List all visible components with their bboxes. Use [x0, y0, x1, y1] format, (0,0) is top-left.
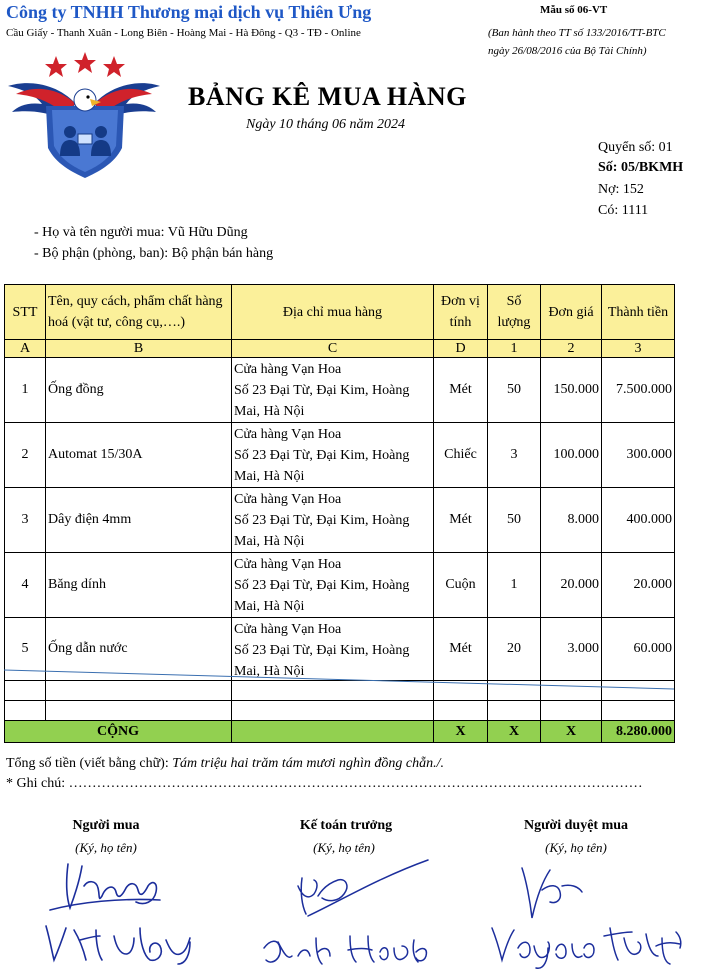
address-street: Số 23 Đại Từ, Đại Kim, Hoàng	[234, 448, 410, 463]
column-code: A	[5, 340, 46, 358]
header-price: Đơn giá	[541, 285, 602, 340]
address-shop: Cửa hàng Vạn Hoa	[234, 557, 342, 572]
address-shop: Cửa hàng Vạn Hoa	[234, 492, 342, 507]
signer-hint-approver: (Ký, họ tên)	[545, 840, 607, 855]
row-stt: 2	[5, 423, 46, 488]
row-price: 3.000	[541, 618, 602, 681]
row-item-name: Ống dẫn nước	[46, 618, 232, 681]
signer-title-accountant: Kế toán trưởng	[299, 818, 393, 833]
row-amount: 60.000	[602, 618, 675, 681]
column-code: 1	[488, 340, 541, 358]
header-address: Địa chỉ mua hàng	[232, 285, 434, 340]
buyer-name: - Họ và tên người mua: Vũ Hữu Dũng	[34, 225, 248, 240]
row-unit: Chiếc	[434, 423, 488, 488]
form-number: Mẫu số 06-VT	[540, 4, 608, 16]
blank-cell	[541, 701, 602, 721]
total-label: CỘNG	[5, 721, 232, 743]
row-address	[232, 423, 434, 488]
total-amount: 8.280.000	[602, 721, 675, 743]
blank-cell	[232, 701, 434, 721]
approver-signature-image	[486, 856, 686, 970]
table-row	[5, 358, 675, 423]
blank-cell	[5, 701, 46, 721]
row-quantity: 1	[488, 553, 541, 618]
signer-title-buyer: Người mua	[72, 818, 140, 833]
row-item-name: Băng dính	[46, 553, 232, 618]
row-quantity: 20	[488, 618, 541, 681]
document-number: Số: 05/BKMH	[598, 160, 684, 175]
column-code: B	[46, 340, 232, 358]
total-unit-x: X	[434, 721, 488, 743]
row-amount: 300.000	[602, 423, 675, 488]
row-price: 8.000	[541, 488, 602, 553]
blank-cell	[46, 701, 232, 721]
row-price: 20.000	[541, 553, 602, 618]
amount-in-words-value: Tám triệu hai trăm tám mươi nghìn đồng chẵn./.	[172, 756, 444, 771]
row-item-name: Ống đồng	[46, 358, 232, 423]
blank-row	[5, 701, 675, 721]
row-unit: Mét	[434, 358, 488, 423]
note-line: * Ghi chú: ……………………………………………………………………………………………………………	[6, 776, 643, 791]
row-price: 150.000	[541, 358, 602, 423]
address-shop: Cửa hàng Vạn Hoa	[234, 362, 342, 377]
total-address-cell	[232, 721, 434, 743]
document-title: BẢNG KÊ MUA HÀNG	[188, 82, 467, 111]
column-code: 2	[541, 340, 602, 358]
issued-note-line2: ngày 26/08/2016 của Bộ Tài Chính)	[488, 45, 647, 57]
signer-hint-buyer: (Ký, họ tên)	[75, 840, 137, 855]
header-stt: STT	[5, 285, 46, 340]
column-code: D	[434, 340, 488, 358]
branch-list: Cầu Giấy - Thanh Xuân - Long Biên - Hoàng Mai - Hà Đông - Q3 - TĐ - Online	[6, 27, 361, 39]
header-item-name: Tên, quy cách, phẩm chất hàng hoá (vật tư, công cụ,….)	[46, 285, 232, 340]
blank-cell	[602, 701, 675, 721]
column-code-row	[5, 340, 675, 358]
blank-cell	[488, 701, 541, 721]
blank-cell	[434, 701, 488, 721]
row-unit: Mét	[434, 618, 488, 681]
row-price: 100.000	[541, 423, 602, 488]
row-address	[232, 553, 434, 618]
address-shop: Cửa hàng Vạn Hoa	[234, 427, 342, 442]
row-stt: 5	[5, 618, 46, 681]
row-stt: 4	[5, 553, 46, 618]
address-shop: Cửa hàng Vạn Hoa	[234, 622, 342, 637]
row-amount: 7.500.000	[602, 358, 675, 423]
row-quantity: 3	[488, 423, 541, 488]
row-item-name: Dây điện 4mm	[46, 488, 232, 553]
address-street: Số 23 Đại Từ, Đại Kim, Hoàng	[234, 513, 410, 528]
address-city: Mai, Hà Nội	[234, 469, 305, 484]
table-row	[5, 553, 675, 618]
issued-note-line1: (Ban hành theo TT số 133/2016/TT-BTC	[488, 27, 666, 39]
row-address	[232, 358, 434, 423]
row-unit: Cuộn	[434, 553, 488, 618]
header-amount: Thành tiền	[602, 285, 675, 340]
total-row	[5, 721, 675, 743]
credit-account: Có: 1111	[598, 203, 649, 218]
row-quantity: 50	[488, 358, 541, 423]
address-city: Mai, Hà Nội	[234, 664, 305, 677]
table-row	[5, 488, 675, 553]
amount-in-words	[6, 756, 444, 772]
table-header-row	[5, 285, 675, 340]
row-address	[232, 488, 434, 553]
row-amount: 400.000	[602, 488, 675, 553]
debit-account: Nợ: 152	[598, 182, 644, 197]
address-street: Số 23 Đại Từ, Đại Kim, Hoàng	[234, 383, 410, 398]
row-stt: 1	[5, 358, 46, 423]
total-qty-x: X	[488, 721, 541, 743]
header-quantity: Số lượng	[488, 285, 541, 340]
address-city: Mai, Hà Nội	[234, 534, 305, 549]
signer-title-approver: Người duyệt mua	[523, 818, 629, 833]
document-date: Ngày 10 tháng 06 năm 2024	[246, 117, 406, 132]
eagle-shield-logo-icon	[6, 52, 160, 178]
amount-in-words-label: Tổng số tiền (viết bằng chữ):	[6, 756, 173, 771]
row-item-name: Automat 15/30A	[46, 423, 232, 488]
blank-rows-strike-line	[4, 668, 674, 690]
address-street: Số 23 Đại Từ, Đại Kim, Hoàng	[234, 578, 410, 593]
buyer-department: - Bộ phận (phòng, ban): Bộ phận bán hàng	[34, 246, 274, 261]
row-stt: 3	[5, 488, 46, 553]
address-city: Mai, Hà Nội	[234, 404, 305, 419]
total-price-x: X	[541, 721, 602, 743]
buyer-signature-image	[40, 856, 200, 966]
book-number: Quyển số: 01	[598, 140, 673, 155]
signer-hint-accountant: (Ký, họ tên)	[313, 840, 375, 855]
address-street: Số 23 Đại Từ, Đại Kim, Hoàng	[234, 643, 410, 658]
row-unit: Mét	[434, 488, 488, 553]
address-city: Mai, Hà Nội	[234, 599, 305, 614]
row-amount: 20.000	[602, 553, 675, 618]
company-name: Công ty TNHH Thương mại dịch vụ Thiên Ưng	[6, 2, 372, 22]
column-code: 3	[602, 340, 675, 358]
column-code: C	[232, 340, 434, 358]
header-unit: Đơn vị tính	[434, 285, 488, 340]
table-row	[5, 423, 675, 488]
accountant-signature-image	[258, 856, 438, 976]
row-quantity: 50	[488, 488, 541, 553]
